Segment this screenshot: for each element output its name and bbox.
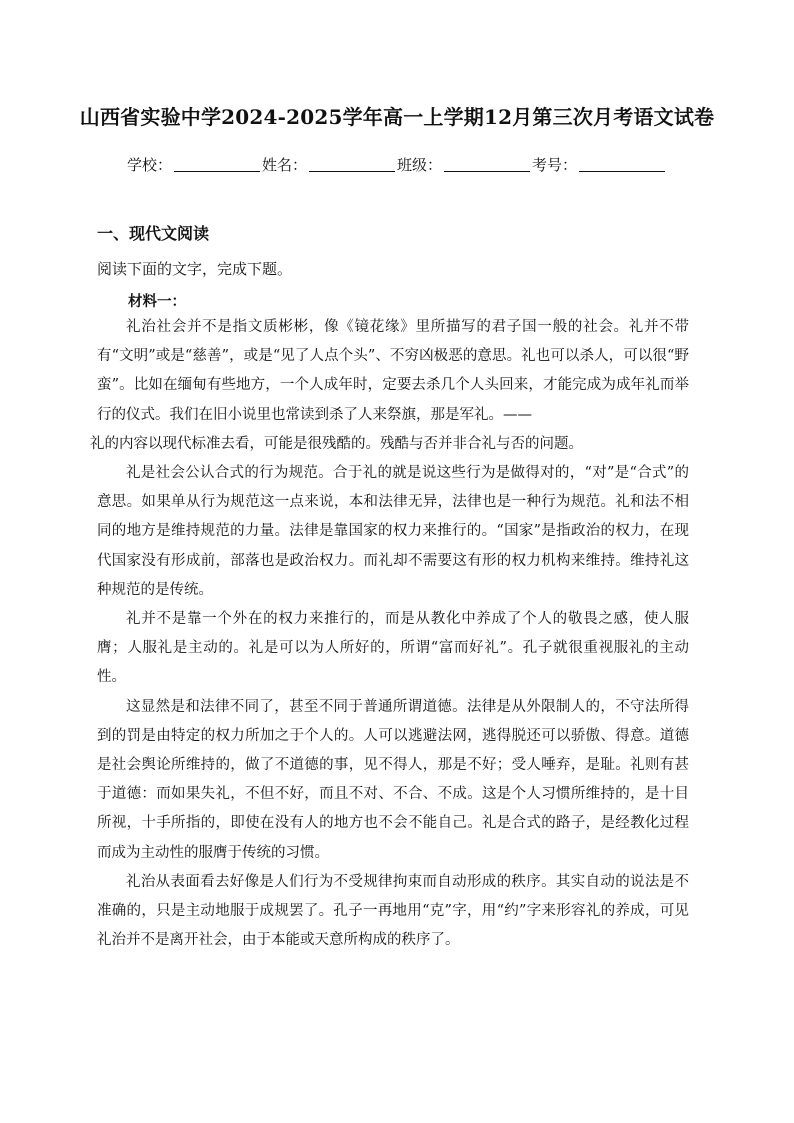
exam-title: 山西省实验中学2024-2025学年高一上学期12月第三次月考语文试卷 — [79, 105, 715, 129]
name-label: 姓名： — [261, 156, 307, 174]
exam-no-label: 考号： — [532, 156, 578, 174]
material-label: 材料一： — [128, 293, 186, 310]
reading-instruction: 阅读下面的文字，完成下题。 — [97, 260, 293, 278]
class-label: 班级： — [397, 156, 443, 174]
student-info-row — [0, 154, 794, 175]
passage-paragraph-2: 礼的内容以现代标准去看，可能是很残酷的。残酷与否并非合礼与否的问题。 — [90, 435, 583, 452]
exam-no-blank — [579, 157, 665, 172]
name-blank — [309, 157, 395, 172]
passage-paragraph-1: 礼治社会并不是指文质彬彬，像《镜花缘》里所描写的君子国一般的社会。礼并不带有“文明”或是“慈善”，或是“见了人点个头”、不穷凶极恶的意思。礼也可以杀人，可以很“野蛮”。比如在缅甸有些地方，一个人成年时，定要去杀几个人头回来，才能完成为成年礼而举行的仪式。我们在旧小说里也常读到杀了人来祭旗，那是军礼。—— — [97, 319, 689, 423]
passage-paragraph-4: 礼并不是靠一个外在的权力来推行的，而是从教化中养成了个人的敬畏之感，使人服膺；人服礼是主动的。礼是可以为人所好的，所谓“富而好礼”。孔子就很重视服礼的主动性。 — [97, 611, 689, 686]
passage-paragraph-6: 礼治从表面看去好像是人们行为不受规律拘束而自动形成的秩序。其实自动的说法是不准确的，只是主动地服于成规罢了。孔子一再地用“克”字，用“约”字来形容礼的养成，可见礼治并不是离开社会，由于本能或天意所构成的秩序了。 — [97, 873, 689, 949]
school-blank — [174, 157, 260, 172]
class-blank — [444, 157, 530, 172]
passage-paragraph-5: 这显然是和法律不同了，甚至不同于普通所谓道德。法律是从外限制人的，不守法所得到的罚是由特定的权力所加之于个人的。人可以逃避法网，逃得脱还可以骄傲、得意。道德是社会舆论所维持的，做了不道德的事，见不得人，那是不好；受人唾弃，是耻。礼则有甚于道德：而如果失礼，不但不好，而且不对、不合、不成。这是个人习惯所维持的，是十目所视，十手所指的，即使在没有人的地方也不会不能自己。礼是合式的路子，是经教化过程而成为主动性的服膺于传统的习惯。 — [97, 698, 689, 861]
school-label: 学校： — [126, 156, 172, 174]
reading-passage — [90, 313, 689, 955]
section-heading: 一、现代文阅读 — [97, 224, 210, 243]
passage-paragraph-3: 礼是社会公认合式的行为规范。合于礼的就是说这些行为是做得对的，“对”是“合式”的意思。如果单从行为规范这一点来说，本和法律无异，法律也是一种行为规范。礼和法不相同的地方是维持规范的力量。法律是靠国家的权力来推行的。“国家”是指政治的权力，在现代国家没有形成前，部落也是政治权力。而礼却不需要这有形的权力机构来维持。维持礼这种规范的是传统。 — [97, 465, 689, 598]
